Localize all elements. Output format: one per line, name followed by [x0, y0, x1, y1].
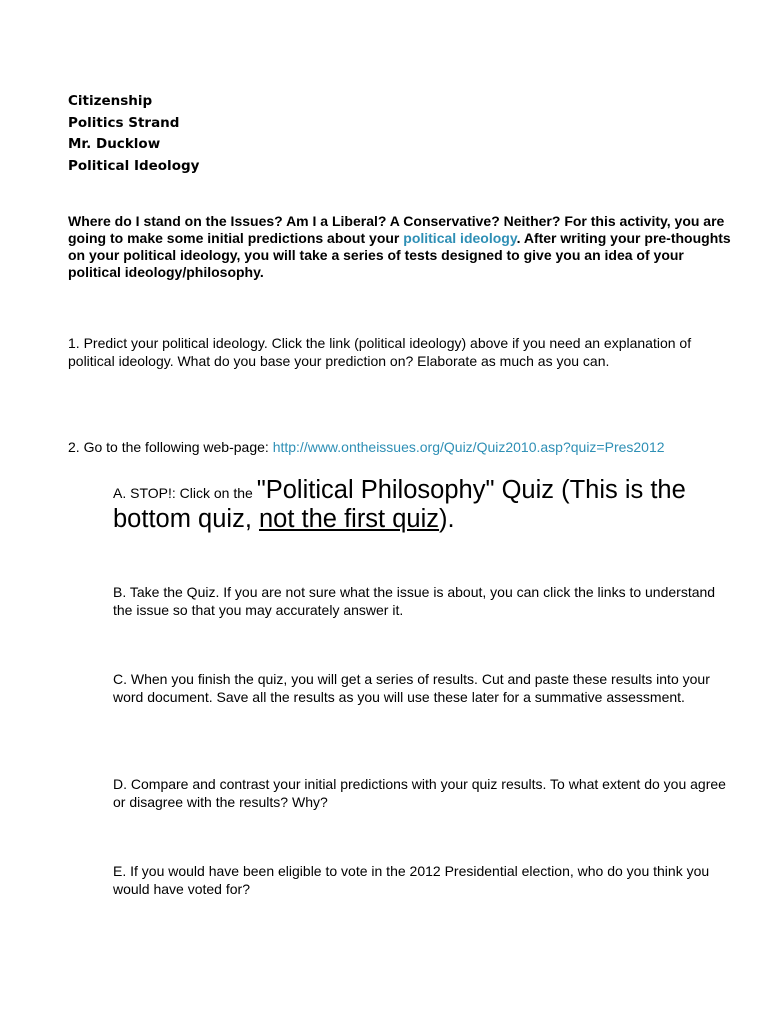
step-c: C. When you finish the quiz, you will get a series of results. Cut and paste these results into your word document. Save all the results as you will use these later for a summative assessment.: [113, 671, 710, 705]
step-b: B. Take the Quiz. If you are not sure what the issue is about, you can click the links to understand the issue so that you may accurately answer it.: [113, 584, 716, 618]
teacher-name: Mr. Ducklow: [68, 136, 161, 152]
strand-name: Politics Strand: [68, 114, 180, 131]
step-d: D. Compare and contrast your initial predictions with your quiz results. To what extent do you agree or disagree with the results? Why?: [113, 776, 726, 810]
step-a-end: ).: [439, 505, 455, 533]
document-header: [68, 91, 199, 177]
step-a-underlined: not the first quiz: [259, 505, 440, 533]
intro-text-after: . After writing your pre-thoughts on your political ideology, you will take a series of tests designed to give you an idea of your political ideology/philosophy.: [68, 230, 731, 280]
question-1: 1. Predict your political ideology. Click the link (political ideology) above if you need an explanation of political ideology. What do you base your prediction on? Elaborate as much as you can.: [68, 335, 692, 369]
political-ideology-link[interactable]: political ideology: [403, 230, 517, 246]
intro-text-before: Where do I stand on the Issues? Am I a Liberal? A Conservative? Neither? For this activity, you are going to make some initial predictions about your: [68, 213, 725, 246]
question-2: [68, 439, 748, 457]
quiz-url-link[interactable]: http://www.ontheissues.org/Quiz/Quiz2010.asp?quiz=Pres2012: [272, 439, 665, 455]
step-e: E. If you would have been eligible to vote in the 2012 Presidential election, who do you think you would have voted for?: [113, 863, 710, 897]
step-a-instruction: "Political Philosophy" Quiz (This is the bottom quiz,: [113, 476, 686, 533]
step-a-prefix: A. STOP!: Click on the: [113, 485, 257, 501]
question-2-label: 2. Go to the following web-page:: [68, 439, 273, 455]
document-title: Political Ideology: [68, 157, 200, 174]
course-name: Citizenship: [68, 93, 153, 109]
intro-paragraph: [68, 213, 738, 281]
step-a: [113, 476, 733, 534]
